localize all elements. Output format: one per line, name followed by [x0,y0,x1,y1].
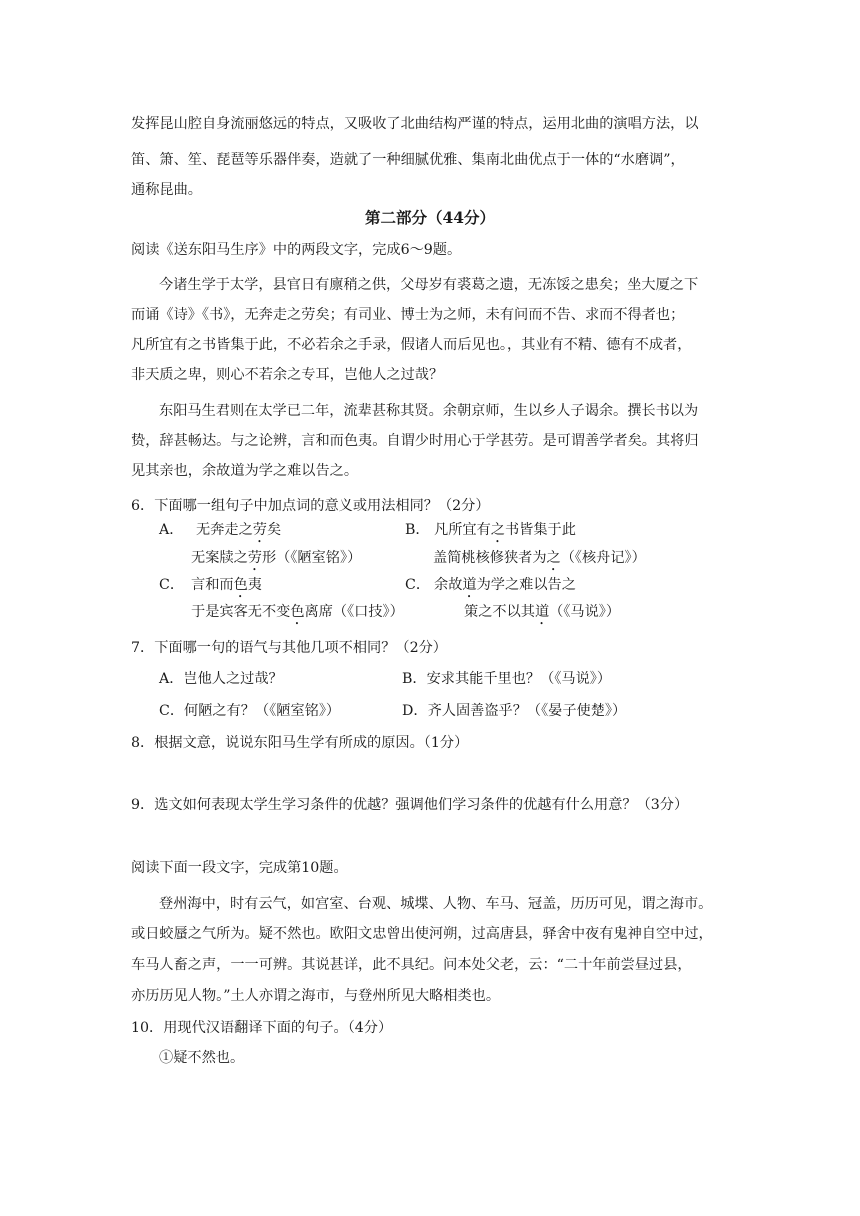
reading1-instruction: 阅读《送东阳马生序》中的两段文字，完成6～9题。 [131,242,462,258]
q6-option-label: C． [159,577,185,593]
reading1-para1-line: 而诵《诗》《书》，无奔走之劳矣；有司业、博士为之师，未有问而不告、求而不得者也； [131,307,685,323]
reading2-para-line: 车马人畜之声，一一可辨。其说甚详，此不具纪。问本处父老，云：“二十年前尝昼过县， [131,957,692,973]
intro-line-1: 发挥昆山腔自身流丽悠远的特点，又吸收了北曲结构严谨的特点，运用北曲的演唱方法，以 [131,116,699,132]
q7-option-a: A．岂他人之过哉？ [159,671,283,687]
q6-d-sentence-1: 余故道为学之难以告之 [434,577,576,593]
q6-option-label: C． [405,577,431,593]
q7-option-c: C．何陋之有？（《陋室铭》） [159,703,341,719]
q6-c-sentence-1: 言和而色夷 [191,577,262,593]
intro-line-3: 通称昆曲。 [131,182,202,198]
reading2-para-line: 登州海中，时有云气，如宫室、台观、城堞、人物、车马、冠盖，历历可见，谓之海市。 [159,896,713,912]
reading2-para-line: 亦历历见人物。”土人亦谓之海市，与登州所见大略相类也。 [131,988,501,1004]
reading1-para2-line: 东阳马生君则在太学已二年，流辈甚称其贤。余朝京师，生以乡人子谒余。撰长书以为 [159,403,699,419]
q8-stem: 8．根据文意，说说东阳马生学有所成的原因。（1分） [131,735,469,751]
section-heading: 第二部分（44分） [364,208,496,227]
q7-option-b: B．安求其能千里也？（《马说》） [402,671,612,687]
q6-a-sentence-1: 无奔走之劳矣 [196,522,282,538]
q6-stem: 6．下面哪一组句子中加点词的意义或用法相同？（2分） [131,498,490,514]
reading2-instruction: 阅读下面一段文字，完成第10题。 [131,860,348,876]
intro-line-2: 笛、箫、笙、琵琶等乐器伴奏，造就了一种细腻优雅、集南北曲优点于一体的“水磨调”， [131,152,685,168]
reading1-para1-line: 今诸生学于太学，县官日有廪稍之供，父母岁有裘葛之遗，无冻馁之患矣；坐大厦之下 [159,277,699,293]
q6-option-label: A． [159,522,184,538]
q6-c-sentence-2: 于是宾客无不变色离席（《口技》） [191,604,404,620]
q10-item-1: ①疑不然也。 [159,1050,245,1066]
q6-b-sentence-1: 凡所宜有之书皆集于此 [434,522,576,538]
q7-option-d: D．齐人固善盗乎？（《晏子使楚》） [402,703,627,719]
reading1-para2-line: 见其亲也，余故道为学之难以告之。 [131,463,359,479]
q7-stem: 7．下面哪一句的语气与其他几项不相同？（2分） [131,640,447,656]
reading1-para1-line: 非天质之卑，则心不若余之专耳，岂他人之过哉？ [131,367,444,383]
q6-a-sentence-2: 无案牍之劳形（《陋室铭》） [191,550,362,566]
q9-stem: 9．选文如何表现太学生学习条件的优越？强调他们学习条件的优越有什么用意？（3分） [131,797,689,813]
reading2-para-line: 或日蛟蜃之气所为。疑不然也。欧阳文忠曾出使河朔，过高唐县，驿舍中夜有鬼神自空中过， [131,926,713,942]
q10-stem: 10．用现代汉语翻译下面的句子。（4分） [131,1020,393,1036]
q6-option-label: B． [405,522,430,538]
q6-b-sentence-2: 盖简桃核修狭者为之（《核舟记》） [433,550,646,566]
reading1-para1-line: 凡所宜有之书皆集于此，不必若余之手录，假诸人而后见也。，其业有不精、德有不成者， [131,337,692,353]
reading1-para2-line: 贽，辞甚畅达。与之论辨，言和而色夷。自谓少时用心于学甚劳。是可谓善学者矣。其将归 [131,433,699,449]
q6-d-sentence-2: 策之不以其道（《马说》） [464,604,621,620]
